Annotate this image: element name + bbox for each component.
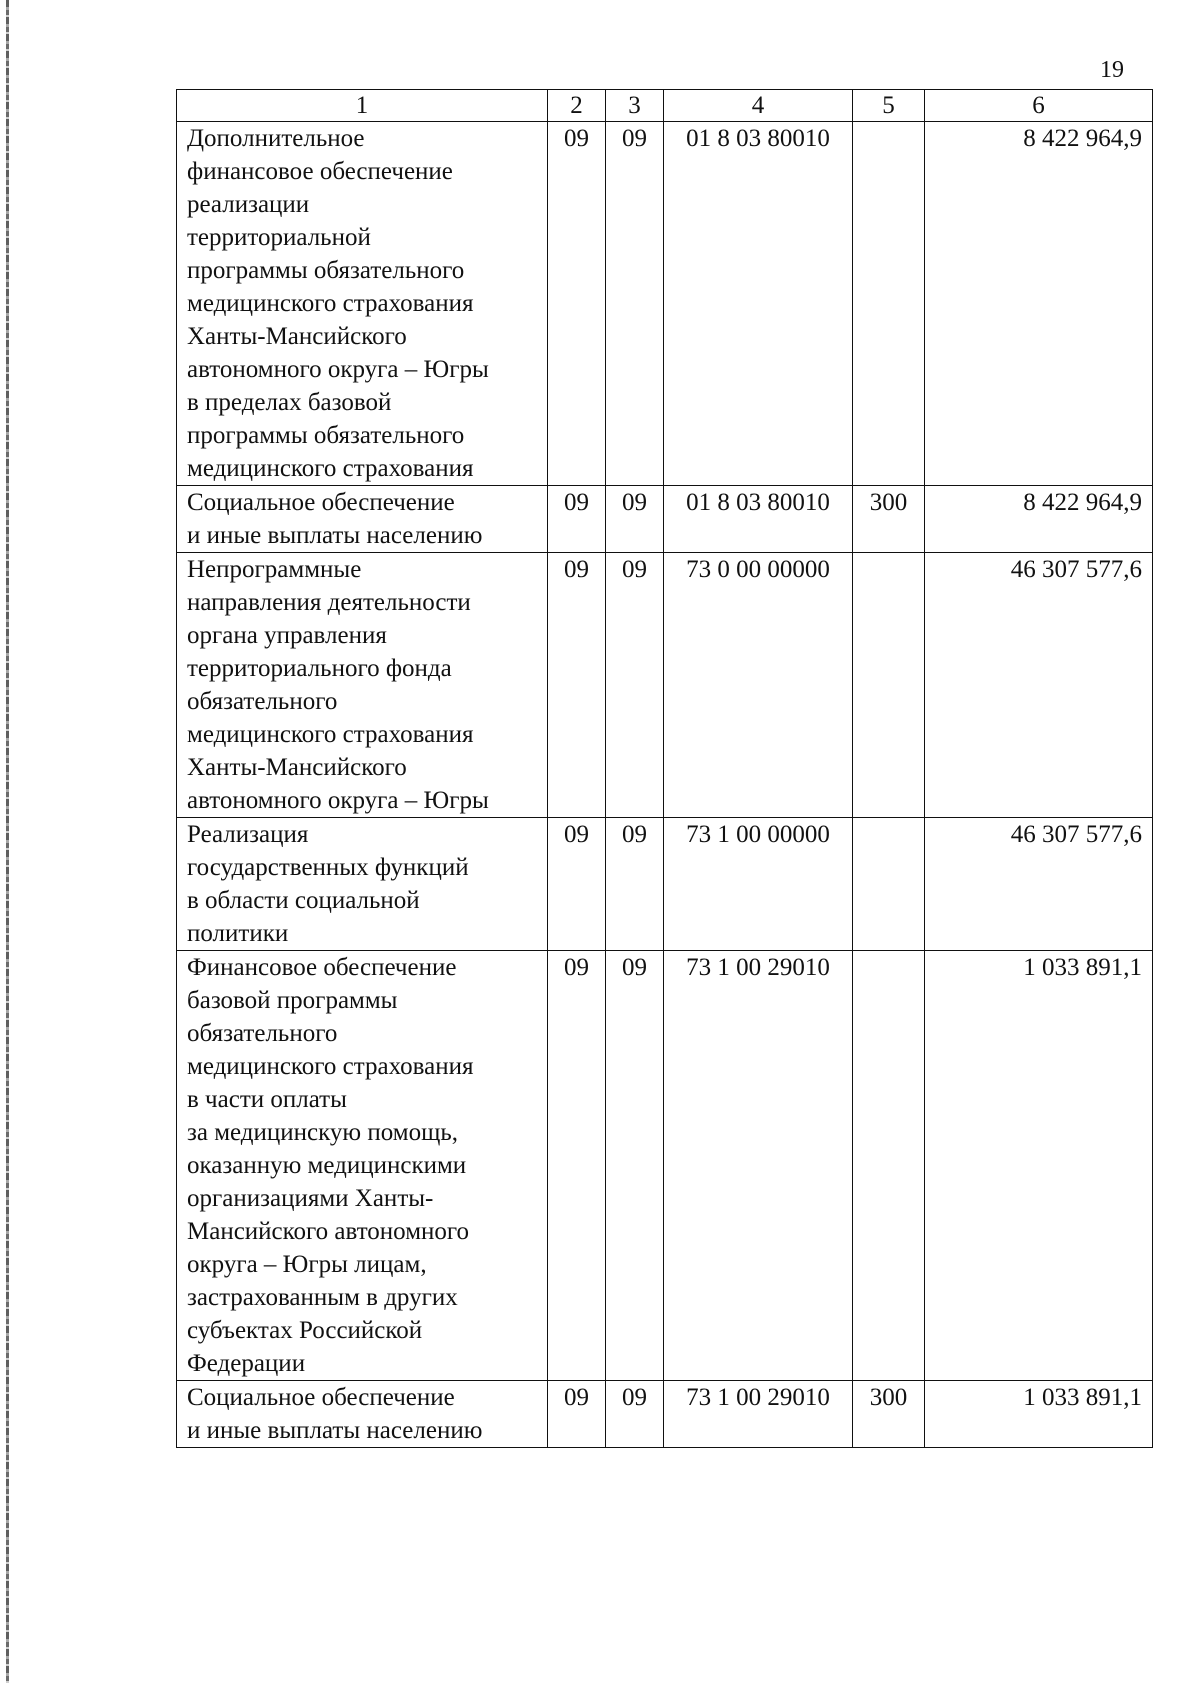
row-name-line: программы обязательного bbox=[187, 257, 465, 284]
row-name-line: Социальное обеспечение bbox=[187, 489, 455, 516]
row-name-line: субъектах Российской bbox=[187, 1317, 423, 1344]
row-name-cell bbox=[177, 486, 548, 553]
row-name-line: организациями Ханты- bbox=[187, 1185, 434, 1212]
section-code-cell: 09 bbox=[548, 951, 606, 1381]
subsection-code-cell: 09 bbox=[606, 553, 664, 818]
row-name-line: политики bbox=[187, 920, 289, 947]
row-name-line: Реализация bbox=[187, 821, 309, 848]
row-name-line: в части оплаты bbox=[187, 1086, 347, 1113]
row-name-cell bbox=[177, 122, 548, 486]
table-row bbox=[177, 951, 1153, 1381]
target-article-cell: 01 8 03 80010 bbox=[664, 122, 853, 486]
amount-cell: 46 307 577,6 bbox=[925, 553, 1153, 818]
row-name-line: Непрограммные bbox=[187, 556, 362, 583]
row-name-line: и иные выплаты населению bbox=[187, 1417, 483, 1444]
row-name-line: финансовое обеспечение bbox=[187, 158, 453, 185]
target-article-cell: 73 0 00 00000 bbox=[664, 553, 853, 818]
row-name-line: оказанную медицинскими bbox=[187, 1152, 467, 1179]
row-name-line: автономного округа – Югры bbox=[187, 356, 489, 383]
row-name-line: реализации bbox=[187, 191, 310, 218]
expense-type-cell: 300 bbox=[853, 486, 925, 553]
amount-cell: 1 033 891,1 bbox=[925, 951, 1153, 1381]
row-name-line: обязательного bbox=[187, 1020, 338, 1047]
target-article-cell: 73 1 00 00000 bbox=[664, 818, 853, 951]
row-name-line: территориальной bbox=[187, 224, 371, 251]
amount-cell: 1 033 891,1 bbox=[925, 1381, 1153, 1448]
row-name-line: застрахованным в других bbox=[187, 1284, 458, 1311]
row-name-line: обязательного bbox=[187, 688, 338, 715]
expense-type-cell bbox=[853, 122, 925, 486]
row-name-cell bbox=[177, 818, 548, 951]
row-name-line: Ханты-Мансийского bbox=[187, 323, 407, 350]
amount-cell: 8 422 964,9 bbox=[925, 122, 1153, 486]
target-article-cell: 73 1 00 29010 bbox=[664, 1381, 853, 1448]
row-name-cell bbox=[177, 951, 548, 1381]
row-name-line: медицинского страхования bbox=[187, 290, 474, 317]
table-row bbox=[177, 1381, 1153, 1448]
expense-type-cell: 300 bbox=[853, 1381, 925, 1448]
header-row bbox=[177, 90, 1153, 122]
target-article-cell: 73 1 00 29010 bbox=[664, 951, 853, 1381]
row-name-cell bbox=[177, 1381, 548, 1448]
row-name-cell bbox=[177, 553, 548, 818]
row-name-line: в пределах базовой bbox=[187, 389, 392, 416]
column-header-2: 2 bbox=[548, 90, 606, 122]
row-name-line: органа управления bbox=[187, 622, 387, 649]
section-code-cell: 09 bbox=[548, 1381, 606, 1448]
row-name-line: округа – Югры лицам, bbox=[187, 1251, 427, 1278]
row-name-line: в области социальной bbox=[187, 887, 420, 914]
scan-edge bbox=[6, 0, 9, 1683]
column-header-4: 4 bbox=[664, 90, 853, 122]
budget-table bbox=[176, 89, 1153, 1448]
amount-cell: 46 307 577,6 bbox=[925, 818, 1153, 951]
column-header-1: 1 bbox=[177, 90, 548, 122]
row-name-line: Финансовое обеспечение bbox=[187, 954, 457, 981]
row-name-line: Дополнительное bbox=[187, 125, 365, 152]
table-row bbox=[177, 818, 1153, 951]
row-name-line: территориального фонда bbox=[187, 655, 452, 682]
column-header-6: 6 bbox=[925, 90, 1153, 122]
row-name-line: Федерации bbox=[187, 1350, 306, 1377]
section-code-cell: 09 bbox=[548, 122, 606, 486]
row-name-line: медицинского страхования bbox=[187, 721, 474, 748]
page-number: 19 bbox=[1100, 57, 1124, 83]
row-name-line: Мансийского автономного bbox=[187, 1218, 470, 1245]
table-row bbox=[177, 553, 1153, 818]
expense-type-cell bbox=[853, 553, 925, 818]
subsection-code-cell: 09 bbox=[606, 1381, 664, 1448]
expense-type-cell bbox=[853, 818, 925, 951]
row-name-line: направления деятельности bbox=[187, 589, 471, 616]
column-header-3: 3 bbox=[606, 90, 664, 122]
row-name-line: медицинского страхования bbox=[187, 455, 474, 482]
subsection-code-cell: 09 bbox=[606, 951, 664, 1381]
row-name-line: медицинского страхования bbox=[187, 1053, 474, 1080]
section-code-cell: 09 bbox=[548, 818, 606, 951]
row-name-line: Социальное обеспечение bbox=[187, 1384, 455, 1411]
table-row bbox=[177, 486, 1153, 553]
row-name-line: и иные выплаты населению bbox=[187, 522, 483, 549]
row-name-line: программы обязательного bbox=[187, 422, 465, 449]
subsection-code-cell: 09 bbox=[606, 486, 664, 553]
row-name-line: Ханты-Мансийского bbox=[187, 754, 407, 781]
row-name-line: базовой программы bbox=[187, 987, 398, 1014]
subsection-code-cell: 09 bbox=[606, 122, 664, 486]
amount-cell: 8 422 964,9 bbox=[925, 486, 1153, 553]
section-code-cell: 09 bbox=[548, 553, 606, 818]
table-row bbox=[177, 122, 1153, 486]
expense-type-cell bbox=[853, 951, 925, 1381]
row-name-line: государственных функций bbox=[187, 854, 469, 881]
subsection-code-cell: 09 bbox=[606, 818, 664, 951]
row-name-line: за медицинскую помощь, bbox=[187, 1119, 458, 1146]
column-header-5: 5 bbox=[853, 90, 925, 122]
section-code-cell: 09 bbox=[548, 486, 606, 553]
target-article-cell: 01 8 03 80010 bbox=[664, 486, 853, 553]
row-name-line: автономного округа – Югры bbox=[187, 787, 489, 814]
